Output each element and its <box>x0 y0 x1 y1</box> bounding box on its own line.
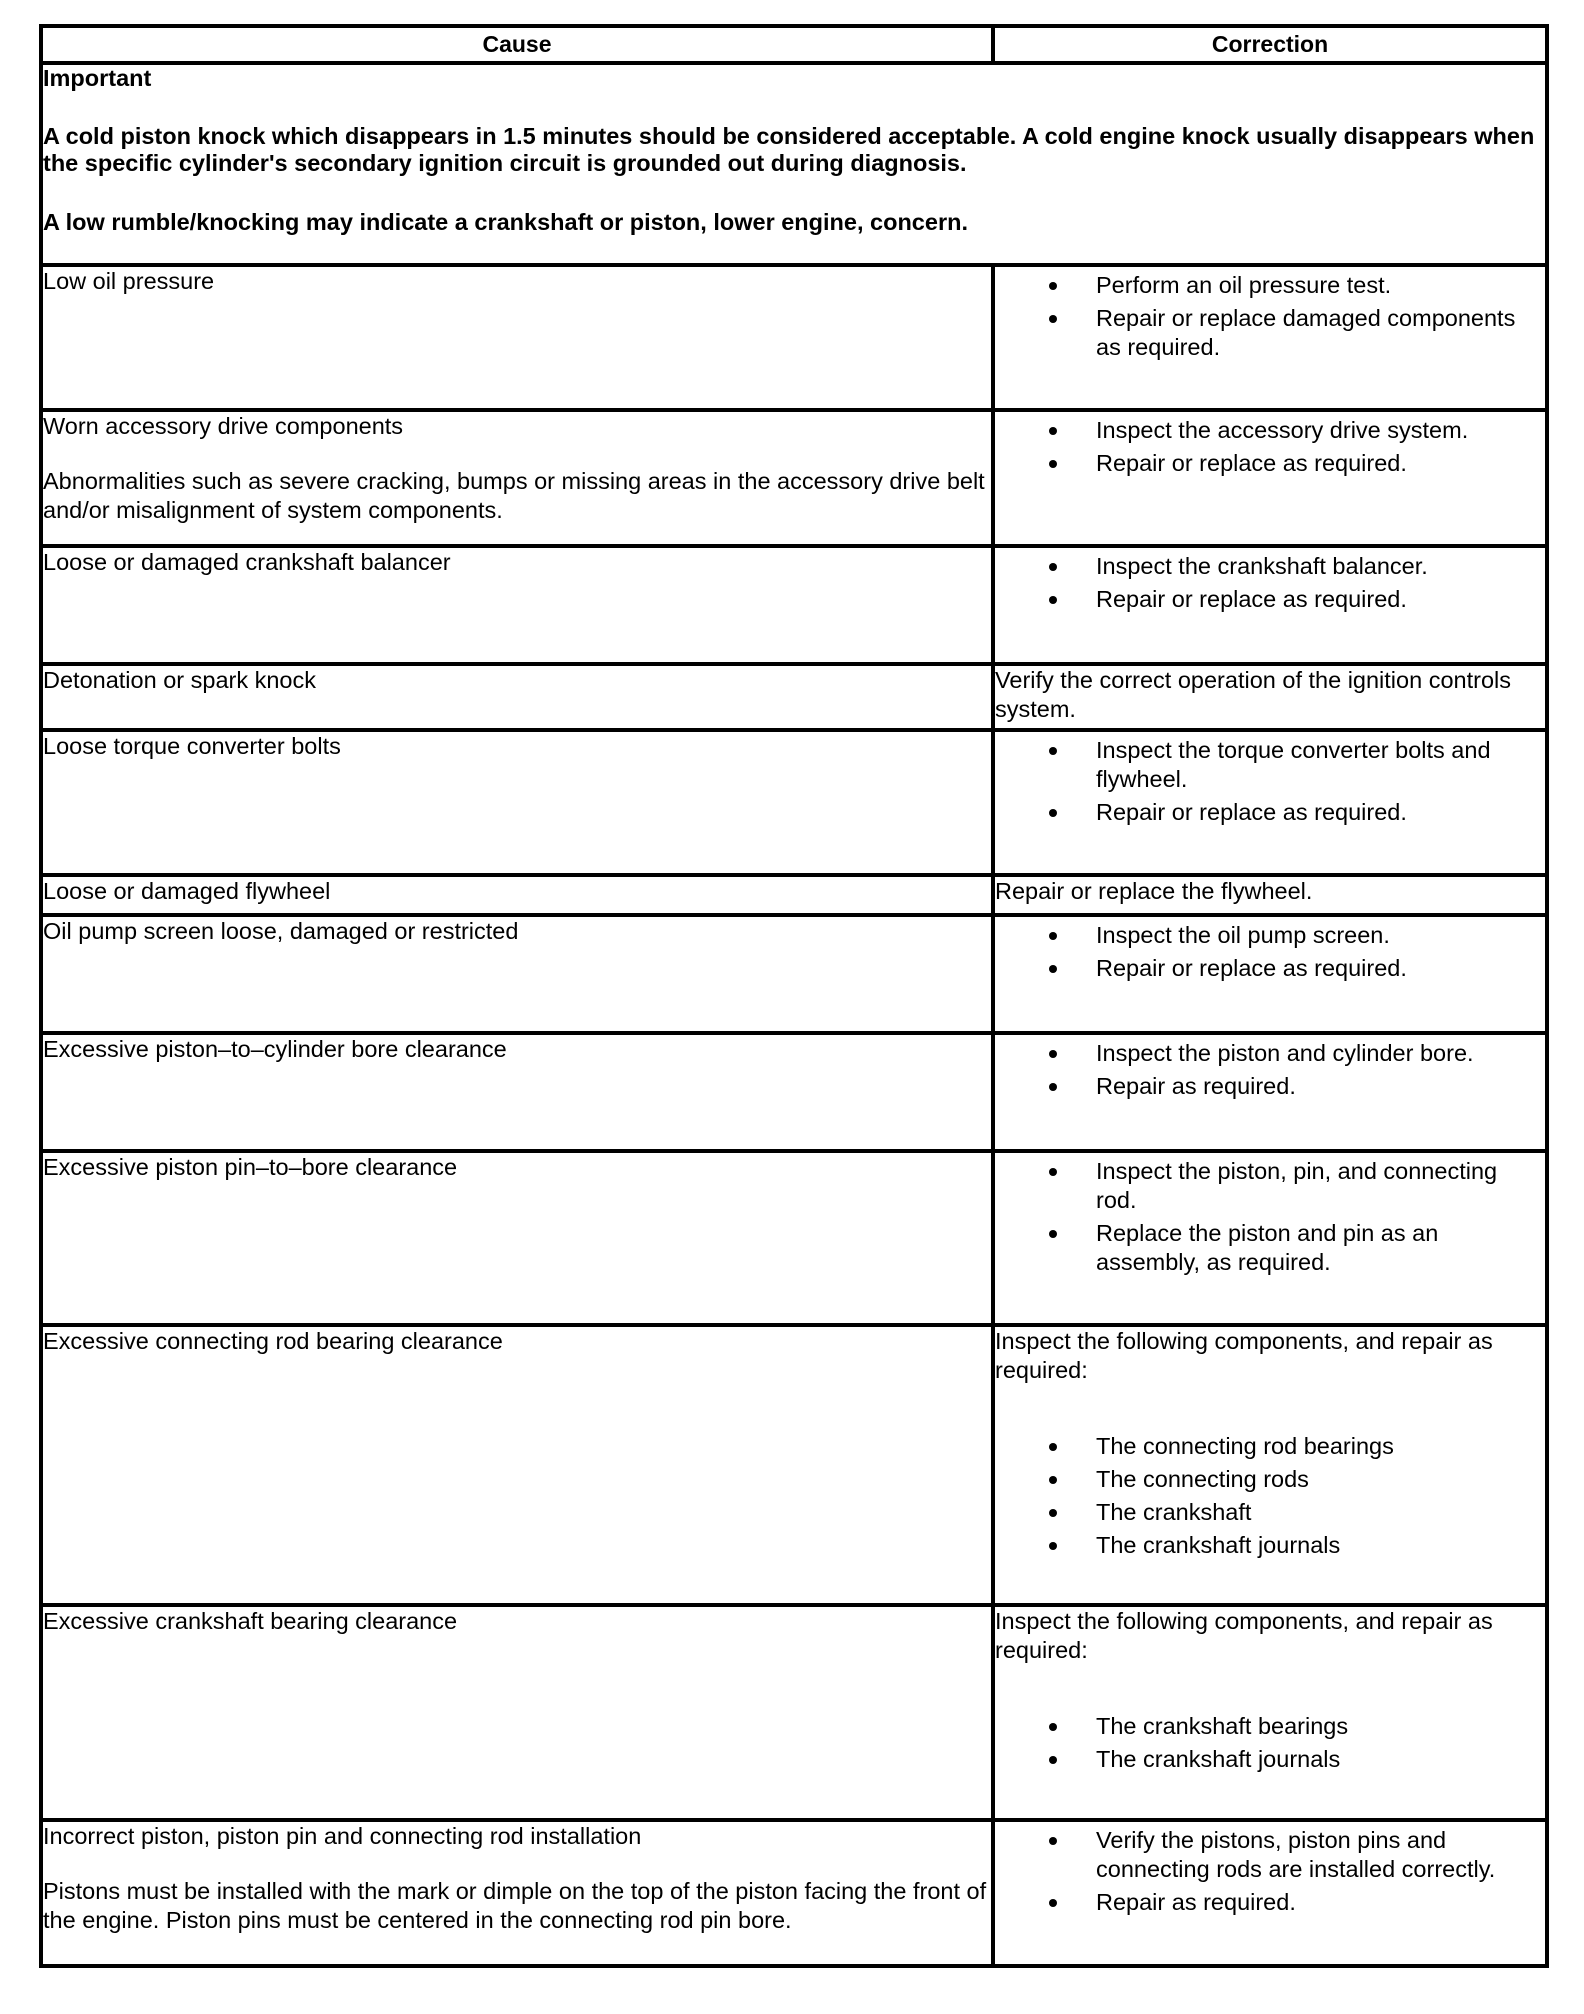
correction-cell <box>993 1033 1547 1151</box>
correction-list-item: Inspect the piston and cylinder bore. <box>995 1039 1545 1068</box>
cause-text: Excessive piston–to–cylinder bore clearance <box>43 1036 507 1062</box>
table-row <box>41 410 1547 546</box>
cause-cell <box>41 1151 993 1325</box>
correction-cell <box>993 1151 1547 1325</box>
correction-list <box>995 1826 1545 1917</box>
cause-text: Loose or damaged crankshaft balancer <box>43 549 451 575</box>
cause-text: Worn accessory drive components <box>43 413 404 439</box>
correction-list-item: Replace the piston and pin as an assembly, as required. <box>995 1219 1545 1277</box>
cause-cell <box>41 664 993 730</box>
important-notice <box>41 63 1547 265</box>
correction-list <box>995 1157 1545 1277</box>
correction-list-item: Repair or replace as required. <box>995 449 1545 478</box>
correction-cell <box>993 1325 1547 1605</box>
correction-list-item: Repair or replace as required. <box>995 954 1545 983</box>
table-row <box>41 546 1547 664</box>
correction-list <box>995 552 1545 614</box>
cause-cell <box>41 1033 993 1151</box>
correction-list-item: Repair or replace as required. <box>995 798 1545 827</box>
correction-cell <box>993 1820 1547 1966</box>
correction-cell <box>993 265 1547 410</box>
correction-list-item: Repair as required. <box>995 1072 1545 1101</box>
cause-cell <box>41 915 993 1033</box>
correction-list <box>995 1039 1545 1101</box>
cause-text: Oil pump screen loose, damaged or restricted <box>43 918 519 944</box>
cause-cell <box>41 546 993 664</box>
cause-text: Detonation or spark knock <box>43 667 317 693</box>
correction-list-item: Repair or replace damaged components as required. <box>995 304 1545 362</box>
correction-text: Inspect the following components, and repair as required: <box>995 1328 1493 1383</box>
correction-list-item: Repair as required. <box>995 1888 1545 1917</box>
table-row <box>41 730 1547 875</box>
correction-list-item: The crankshaft <box>995 1498 1545 1527</box>
cause-cell <box>41 1605 993 1820</box>
cause-text: Low oil pressure <box>43 268 215 294</box>
correction-list-item: Inspect the piston, pin, and connecting rod. <box>995 1157 1545 1215</box>
cause-text: Loose torque converter bolts <box>43 733 341 759</box>
correction-list-item: Inspect the accessory drive system. <box>995 416 1545 445</box>
correction-cell <box>993 1605 1547 1820</box>
correction-cell <box>993 915 1547 1033</box>
correction-list-item: Repair or replace as required. <box>995 585 1545 614</box>
table-row <box>41 915 1547 1033</box>
important-title: Important <box>43 65 152 91</box>
correction-text: Verify the correct operation of the ignition controls system. <box>995 667 1511 722</box>
correction-list-item: Perform an oil pressure test. <box>995 271 1545 300</box>
cause-text: Excessive crankshaft bearing clearance <box>43 1608 458 1634</box>
table-row <box>41 664 1547 730</box>
cause-text: Loose or damaged flywheel <box>43 878 331 904</box>
correction-list-item: Inspect the crankshaft balancer. <box>995 552 1545 581</box>
important-paragraph: A low rumble/knocking may indicate a crankshaft or piston, lower engine, concern. <box>43 209 968 235</box>
cause-cell <box>41 730 993 875</box>
correction-cell <box>993 875 1547 915</box>
cause-cell <box>41 1325 993 1605</box>
table-row <box>41 875 1547 915</box>
correction-cell <box>993 664 1547 730</box>
cause-text: Excessive connecting rod bearing clearance <box>43 1328 503 1354</box>
cause-cell <box>41 410 993 546</box>
correction-list-item: The connecting rod bearings <box>995 1432 1545 1461</box>
cause-text: Incorrect piston, piston pin and connecting rod installation <box>43 1823 642 1849</box>
correction-list-item: The crankshaft journals <box>995 1531 1545 1560</box>
cause-note: Pistons must be installed with the mark or dimple on the top of the piston facing the front of the engine. Piston pins must be centered in the connecting rod pin bore. <box>43 1878 987 1933</box>
correction-text: Repair or replace the flywheel. <box>995 878 1313 904</box>
correction-list <box>995 1712 1545 1774</box>
table-row <box>41 265 1547 410</box>
cause-cell <box>41 875 993 915</box>
correction-list <box>995 1432 1545 1560</box>
cause-note: Abnormalities such as severe cracking, bumps or missing areas in the accessory drive belt and/or misalignment of system components. <box>43 468 985 523</box>
correction-list-item: The connecting rods <box>995 1465 1545 1494</box>
correction-cell <box>993 410 1547 546</box>
diagnostic-table-document <box>39 24 1545 1968</box>
correction-text: Inspect the following components, and repair as required: <box>995 1608 1493 1663</box>
cause-cell <box>41 1820 993 1966</box>
correction-list <box>995 271 1545 362</box>
important-notice-row <box>41 63 1547 265</box>
correction-list-item: Verify the pistons, piston pins and connecting rods are installed correctly. <box>995 1826 1545 1884</box>
correction-column-header: Correction <box>993 26 1547 63</box>
table-row <box>41 1033 1547 1151</box>
cause-text: Excessive piston pin–to–bore clearance <box>43 1154 458 1180</box>
table-header-row <box>41 26 1547 63</box>
correction-list-item: The crankshaft journals <box>995 1745 1545 1774</box>
correction-list-item: Inspect the torque converter bolts and flywheel. <box>995 736 1545 794</box>
correction-list <box>995 921 1545 983</box>
important-paragraph: A cold piston knock which disappears in 1.5 minutes should be considered acceptable. A cold engine knock usually disappears when the specific cylinder's secondary ignition circuit is grounded out during diagnosis. <box>43 123 1535 176</box>
correction-list <box>995 416 1545 478</box>
correction-list-item: The crankshaft bearings <box>995 1712 1545 1741</box>
cause-column-header: Cause <box>41 26 993 63</box>
table-row <box>41 1151 1547 1325</box>
engine-knock-diagnostic-table <box>39 24 1549 1968</box>
cause-cell <box>41 265 993 410</box>
table-row <box>41 1325 1547 1605</box>
correction-list-item: Inspect the oil pump screen. <box>995 921 1545 950</box>
correction-cell <box>993 546 1547 664</box>
correction-list <box>995 736 1545 827</box>
table-row <box>41 1605 1547 1820</box>
table-row <box>41 1820 1547 1966</box>
correction-cell <box>993 730 1547 875</box>
